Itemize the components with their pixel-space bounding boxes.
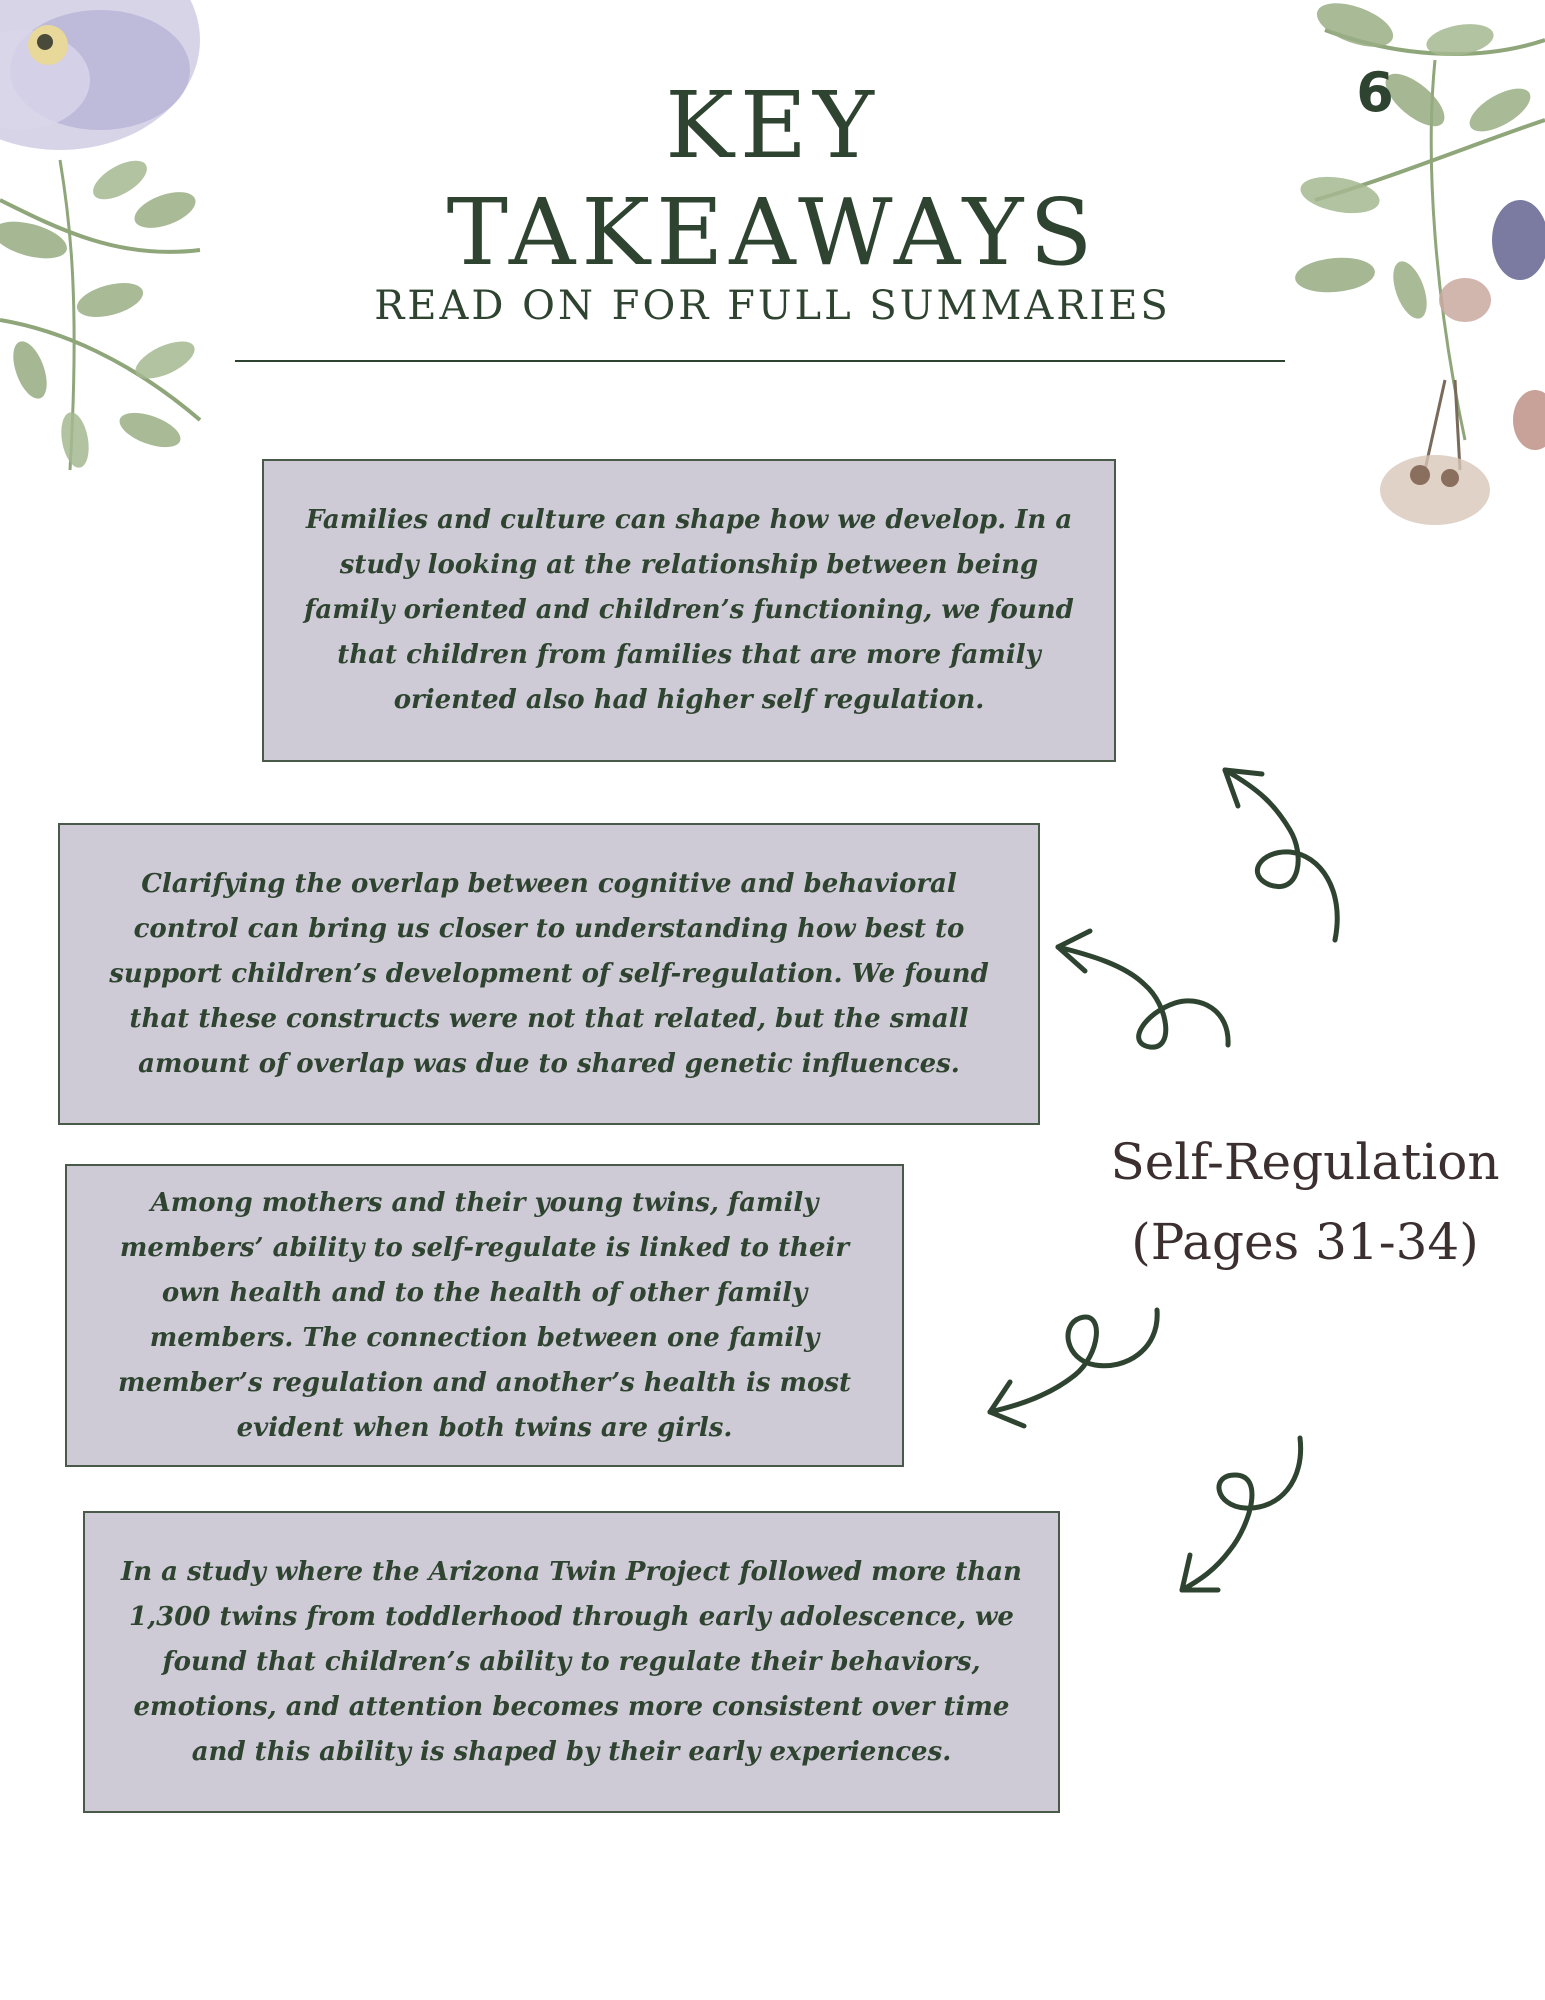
page-number: 6 [1356,61,1394,124]
takeaway-text: Families and culture can shape how we develop. In a study looking at the relationship between being family oriented and children’s functioning, we found that children from families that are more family oriented also had higher self regulation. [304,505,1074,715]
curly-arrow-icon [980,1300,1170,1430]
takeaway-box-cognitive-behavioral [58,823,1040,1125]
takeaway-text: Among mothers and their young twins, family members’ ability to self-regulate is linked to their own health and to the health of other family members. The connection between one family member’s regulation and another’s health is most evident when both twins are girls. [117,1187,852,1443]
page-title-line-1: KEY [665,72,880,179]
section-label-self-regulation [1100,1122,1510,1282]
section-label-pages: (Pages 31-34) [1131,1213,1479,1271]
takeaway-box-arizona-twin-project [83,1511,1060,1813]
takeaway-text: In a study where the Arizona Twin Project followed more than 1,300 twins from toddlerhood through early adolescence, we found that children’s ability to regulate their behaviors, emotions, and attention becomes more consistent over time and this ability is shaped by their early experiences. [121,1556,1022,1767]
curly-arrow-icon [1210,760,1360,950]
page-title-line-2: TAKEAWAYS [446,179,1099,286]
curly-arrow-icon [1050,925,1240,1055]
title-divider [235,360,1285,362]
section-label-title: Self-Regulation [1110,1133,1500,1191]
takeaway-box-mothers-twins-health [65,1164,904,1467]
takeaway-text: Clarifying the overlap between cognitive and behavioral control can bring us closer to understanding how best to support children’s development of self-regulation. We found that these constructs were not that related, but the small amount of overlap was due to shared genetic influences. [109,868,989,1079]
page-subtitle: READ ON FOR FULL SUMMARIES [374,283,1171,329]
takeaway-box-family-culture [262,459,1116,762]
curly-arrow-icon [1170,1430,1320,1600]
